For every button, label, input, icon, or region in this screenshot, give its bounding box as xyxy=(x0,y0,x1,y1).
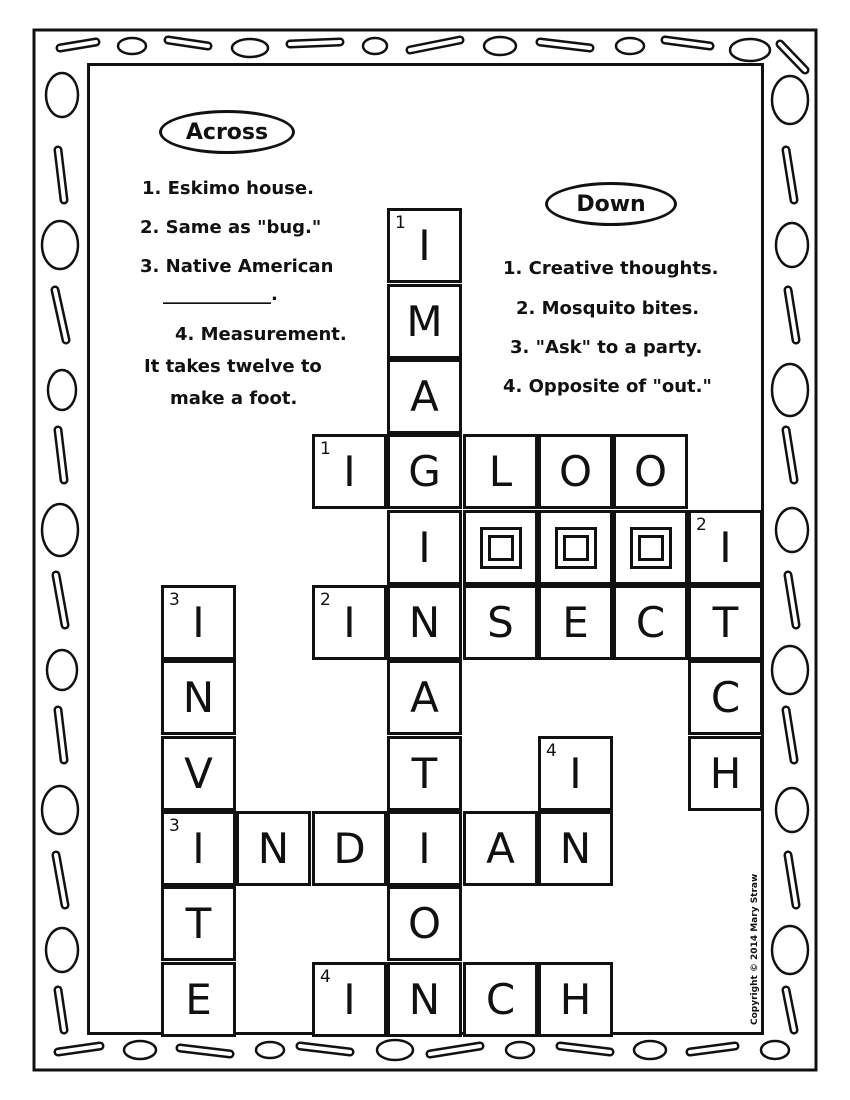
grid-cell xyxy=(538,585,613,660)
down-clue-1: 1. Creative thoughts. xyxy=(503,258,719,279)
grid-cell-marker xyxy=(538,510,613,585)
cell-letter: N xyxy=(559,824,592,873)
cell-letter: I xyxy=(418,523,431,572)
cell-letter: M xyxy=(406,297,443,346)
cell-letter: O xyxy=(633,447,668,496)
bone-doodle xyxy=(58,150,64,200)
across-header-label: Across xyxy=(185,119,269,145)
cell-letter: N xyxy=(257,824,290,873)
grid-cell xyxy=(463,811,538,886)
rock-doodle xyxy=(46,928,78,972)
rock-doodle xyxy=(42,504,78,556)
down-header-label: Down xyxy=(576,191,646,217)
grid-cell xyxy=(312,434,387,509)
square-marker-icon xyxy=(480,527,522,569)
bone-doodle xyxy=(168,40,208,46)
bone-doodle xyxy=(56,855,65,905)
square-marker-icon xyxy=(630,527,672,569)
cell-letter: T xyxy=(185,899,212,948)
rock-doodle xyxy=(776,788,808,832)
bone-doodle xyxy=(788,855,796,905)
cell-letter: I xyxy=(418,221,431,270)
square-marker-icon xyxy=(555,527,597,569)
bone-doodle xyxy=(560,1046,610,1052)
down-clue-4: 4. Opposite of "out." xyxy=(503,376,712,397)
rock-doodle xyxy=(776,508,808,552)
grid-cell xyxy=(312,811,387,886)
bone-doodle xyxy=(786,150,794,200)
across-clue-3: 3. Native American xyxy=(140,256,334,277)
clue-number: 4 xyxy=(320,967,331,987)
rock-doodle xyxy=(616,38,644,54)
cell-letter: A xyxy=(486,824,515,873)
cell-letter: C xyxy=(635,598,666,647)
bone-doodle xyxy=(58,1046,100,1052)
rock-doodle xyxy=(363,38,387,54)
bone-doodle xyxy=(690,1046,735,1052)
across-clue-4-line-3: make a foot. xyxy=(170,388,298,409)
grid-cell xyxy=(463,585,538,660)
grid-cell xyxy=(538,736,613,811)
rock-doodle xyxy=(232,39,268,57)
rock-doodle xyxy=(761,1041,789,1059)
down-header xyxy=(545,182,677,226)
across-clue-1: 1. Eskimo house. xyxy=(142,178,314,199)
across-header xyxy=(159,110,295,154)
bone-doodle xyxy=(58,990,64,1030)
grid-cell xyxy=(688,585,763,660)
clue-number: 2 xyxy=(320,590,331,610)
rock-doodle xyxy=(506,1042,534,1058)
grid-cell xyxy=(538,962,613,1037)
grid-cell xyxy=(161,660,236,735)
rock-doodle xyxy=(47,650,77,690)
across-clue-3-blank: ____________. xyxy=(163,284,278,305)
grid-cell xyxy=(161,736,236,811)
grid-cell xyxy=(387,284,462,359)
grid-cell xyxy=(312,585,387,660)
bone-doodle xyxy=(410,40,460,50)
bone-doodle xyxy=(786,990,794,1030)
rock-doodle xyxy=(484,37,516,55)
cell-letter: S xyxy=(487,598,514,647)
cell-letter: C xyxy=(710,673,741,722)
grid-cell xyxy=(312,962,387,1037)
grid-cell xyxy=(387,359,462,434)
cell-letter: N xyxy=(182,673,215,722)
grid-cell xyxy=(613,434,688,509)
cell-letter: O xyxy=(407,899,442,948)
bone-doodle xyxy=(786,710,794,760)
grid-cell xyxy=(463,434,538,509)
grid-cell xyxy=(688,510,763,585)
cell-letter: I xyxy=(343,598,356,647)
bone-doodle xyxy=(788,575,796,625)
copyright-text: Copyright © 2014 Mary Straw xyxy=(750,873,760,1025)
bone-doodle xyxy=(55,290,66,340)
grid-cell xyxy=(161,585,236,660)
grid-cell xyxy=(387,886,462,961)
grid-cell xyxy=(613,585,688,660)
bone-doodle xyxy=(60,42,96,48)
clue-number: 4 xyxy=(546,741,557,761)
cell-letter: I xyxy=(192,824,205,873)
cell-letter: I xyxy=(418,824,431,873)
across-clue-4: 4. Measurement. xyxy=(175,324,347,345)
grid-cell xyxy=(688,660,763,735)
rock-doodle xyxy=(377,1040,413,1060)
rock-doodle xyxy=(772,364,808,416)
rock-doodle xyxy=(48,370,76,410)
grid-cell xyxy=(538,811,613,886)
cell-letter: O xyxy=(558,447,593,496)
cell-letter: H xyxy=(559,975,592,1024)
bone-doodle xyxy=(58,710,64,760)
rock-doodle xyxy=(772,76,808,124)
grid-cell xyxy=(387,434,462,509)
cell-letter: L xyxy=(488,447,513,496)
grid-cell xyxy=(387,208,462,283)
cell-letter: H xyxy=(709,749,742,798)
bone-doodle xyxy=(290,42,340,44)
grid-cell xyxy=(387,660,462,735)
rock-doodle xyxy=(730,39,770,61)
rock-doodle xyxy=(772,926,808,974)
across-clue-4-line-2: It takes twelve to xyxy=(144,356,322,377)
rock-doodle xyxy=(776,223,808,267)
cell-letter: T xyxy=(712,598,739,647)
bone-doodle xyxy=(430,1046,480,1054)
cell-letter: I xyxy=(192,598,205,647)
bone-doodle xyxy=(788,290,796,340)
across-clue-2: 2. Same as "bug." xyxy=(140,217,322,238)
cell-letter: A xyxy=(410,372,439,421)
bone-doodle xyxy=(300,1046,350,1052)
bone-doodle xyxy=(786,430,794,480)
grid-cell xyxy=(161,886,236,961)
down-clue-3: 3. "Ask" to a party. xyxy=(510,337,703,358)
grid-cell xyxy=(161,811,236,886)
rock-doodle xyxy=(772,646,808,694)
clue-number: 3 xyxy=(169,590,180,610)
bone-doodle xyxy=(56,575,65,625)
grid-cell xyxy=(236,811,311,886)
grid-cell xyxy=(538,434,613,509)
grid-cell xyxy=(387,811,462,886)
grid-cell-marker xyxy=(613,510,688,585)
rock-doodle xyxy=(634,1041,666,1059)
cell-letter: I xyxy=(719,523,732,572)
rock-doodle xyxy=(118,38,146,54)
grid-cell xyxy=(387,510,462,585)
rock-doodle xyxy=(256,1042,284,1058)
bone-doodle xyxy=(665,40,710,46)
cell-letter: D xyxy=(333,824,366,873)
down-clue-2: 2. Mosquito bites. xyxy=(516,298,700,319)
cell-letter: A xyxy=(410,673,439,722)
cell-letter: V xyxy=(184,749,213,798)
rock-doodle xyxy=(42,786,78,834)
grid-cell xyxy=(688,736,763,811)
rock-doodle xyxy=(42,221,78,269)
grid-cell xyxy=(387,585,462,660)
cell-letter: I xyxy=(343,447,356,496)
clue-number: 2 xyxy=(696,515,707,535)
clue-number: 3 xyxy=(169,816,180,836)
grid-cell-marker xyxy=(463,510,538,585)
cell-letter: I xyxy=(569,749,582,798)
cell-letter: N xyxy=(408,598,441,647)
bone-doodle xyxy=(58,430,64,480)
bone-doodle xyxy=(180,1048,230,1054)
clue-number: 1 xyxy=(320,439,331,459)
bone-doodle xyxy=(780,44,805,70)
cell-letter: G xyxy=(408,447,441,496)
cell-letter: E xyxy=(562,598,589,647)
clue-number: 1 xyxy=(395,213,406,233)
cell-letter: E xyxy=(185,975,212,1024)
grid-cell xyxy=(463,962,538,1037)
bone-doodle xyxy=(540,42,590,48)
grid-cell xyxy=(387,962,462,1037)
rock-doodle xyxy=(46,73,78,117)
rock-doodle xyxy=(124,1041,156,1059)
cell-letter: T xyxy=(411,749,438,798)
grid-cell xyxy=(161,962,236,1037)
cell-letter: I xyxy=(343,975,356,1024)
cell-letter: N xyxy=(408,975,441,1024)
grid-cell xyxy=(387,736,462,811)
cell-letter: C xyxy=(485,975,516,1024)
